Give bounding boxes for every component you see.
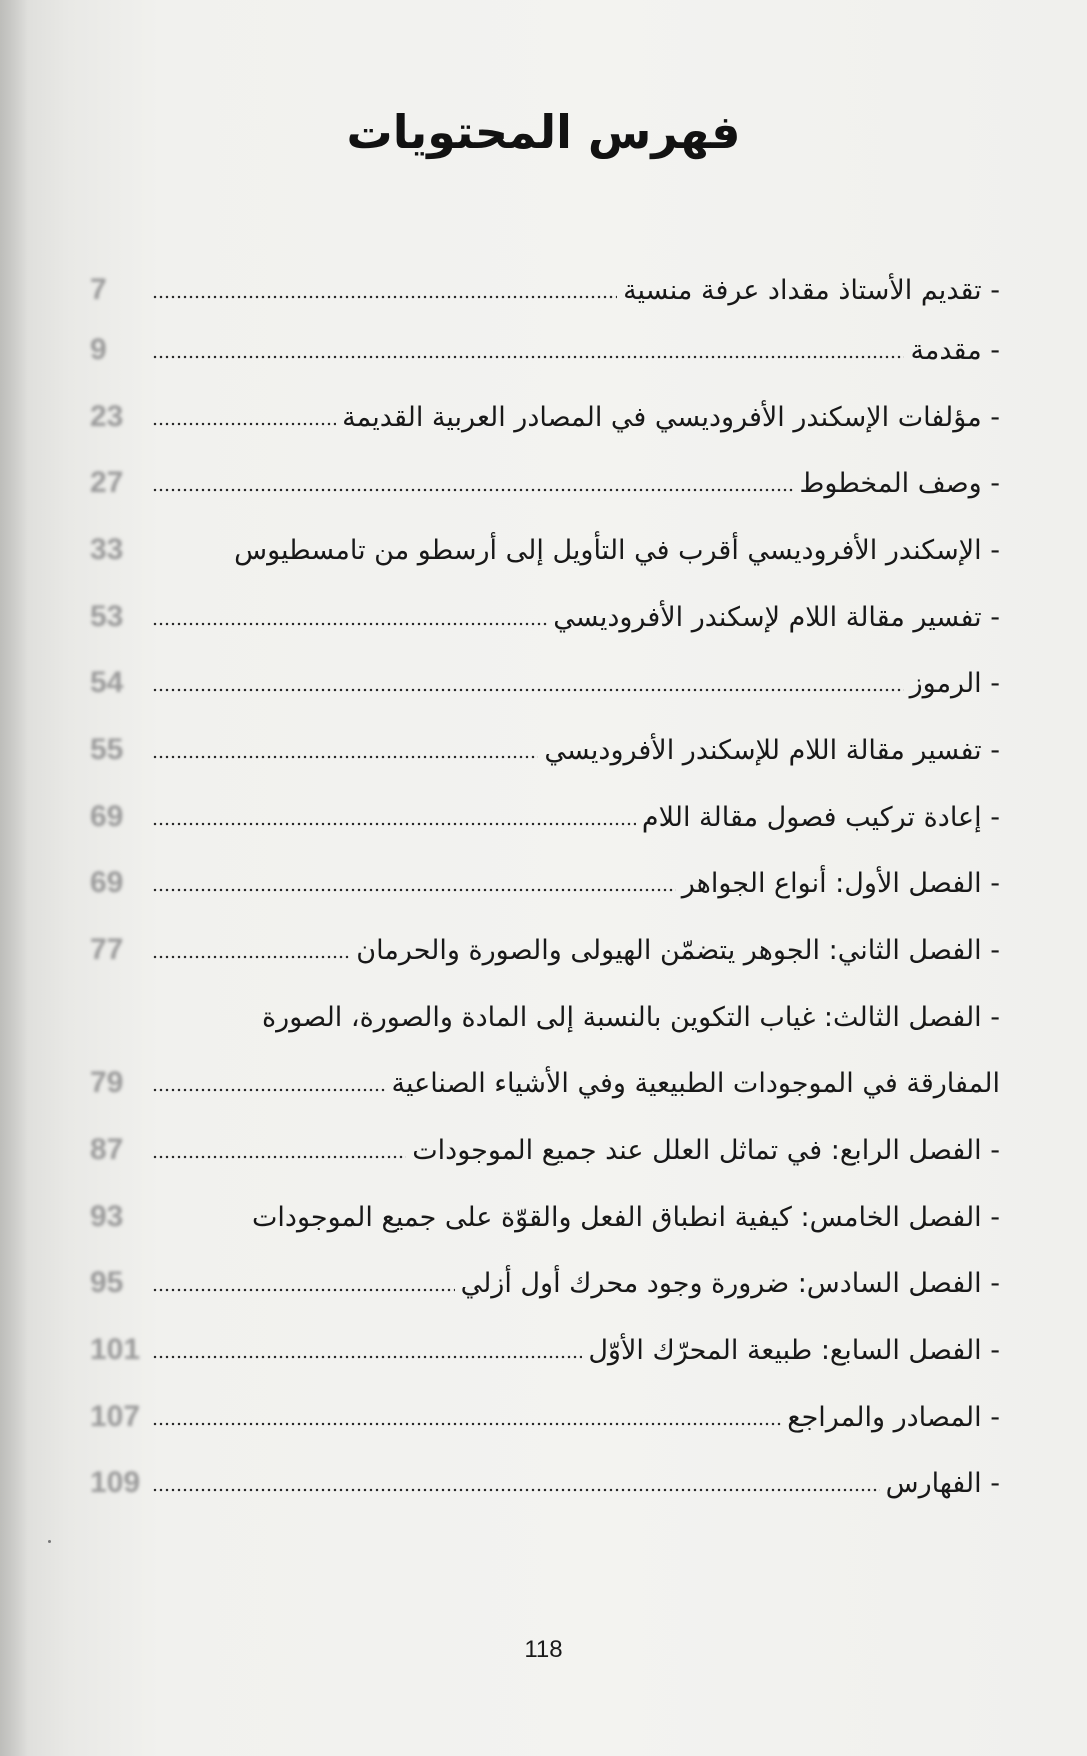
toc-entry-text: - الفصل الرابع: في تماثل العلل عند جميع الموجودات: [412, 1134, 1000, 1166]
toc-page-number: 69: [90, 800, 124, 833]
dot-leader: [152, 355, 904, 359]
toc-page-number: 93: [90, 1200, 124, 1233]
toc-row: [90, 265, 1000, 315]
toc-row: [90, 1325, 1000, 1375]
toc-row: [90, 1258, 1000, 1308]
dot-leader: [152, 422, 336, 426]
toc-entry-text: - مؤلفات الإسكندر الأفروديسي في المصادر العربية القديمة: [342, 401, 1000, 433]
dot-leader: [152, 622, 547, 626]
toc-page-number: 77: [90, 933, 124, 966]
toc-row: [90, 458, 1000, 508]
dot-leader: [152, 1155, 406, 1159]
toc-entry-text: - الفصل السادس: ضرورة وجود محرك أول أزلي: [460, 1267, 1000, 1299]
toc-page-number: 53: [90, 600, 124, 633]
toc-entry-text: - الفصل السابع: طبيعة المحرّك الأوّل: [588, 1334, 1000, 1366]
paper-speck: [48, 1540, 51, 1543]
toc-row: [90, 1058, 1000, 1108]
toc-entry-text: - تفسير مقالة اللام للإسكندر الأفروديسي: [544, 734, 1000, 766]
toc-entry-text: - الرموز: [909, 667, 1000, 699]
toc-page-number: 27: [90, 466, 124, 499]
toc-page-number: 55: [90, 733, 124, 766]
toc-page-number: 33: [90, 533, 124, 566]
toc-row: [90, 1192, 1000, 1242]
toc-entry-text: - الفهارس: [885, 1467, 1000, 1499]
dot-leader: [152, 1022, 256, 1026]
toc-page-number: 69: [90, 866, 124, 899]
toc-entry-text: - تفسير مقالة اللام لإسكندر الأفروديسي: [553, 601, 1000, 633]
toc-row: [90, 725, 1000, 775]
toc-page-number: 23: [90, 400, 124, 433]
dot-leader: [152, 688, 904, 692]
toc-row: [90, 992, 1000, 1042]
toc-row: [90, 1125, 1000, 1175]
dot-leader: [152, 822, 636, 826]
toc-row: [90, 1392, 1000, 1442]
toc-entry-text: - الفصل الأول: أنواع الجواهر: [681, 867, 1000, 899]
dot-leader: [152, 295, 617, 299]
toc-row: [90, 1458, 1000, 1508]
toc-row: [90, 592, 1000, 642]
toc-entry-text: - الفصل الثالث: غياب التكوين بالنسبة إلى المادة والصورة، الصورة: [262, 1001, 1000, 1033]
page-title: فهرس المحتويات: [346, 105, 741, 159]
toc-row: [90, 658, 1000, 708]
toc-page-number: 9: [90, 333, 107, 366]
toc-entry-text: - إعادة تركيب فصول مقالة اللام: [641, 801, 1000, 833]
page-number: 118: [524, 1636, 563, 1663]
toc-page-number: 79: [90, 1066, 124, 1099]
toc-row: [90, 858, 1000, 908]
toc-page-number: 7: [90, 273, 107, 306]
toc-entry-text: - وصف المخطوط: [799, 467, 1000, 499]
toc-page-number: 101: [90, 1333, 141, 1366]
toc-entry-text: - المصادر والمراجع: [787, 1401, 1000, 1433]
toc-entry-text: - الإسكندر الأفروديسي أقرب في التأويل إلى أرسطو من تامسطيوس: [234, 534, 1000, 566]
dot-leader: [152, 1488, 880, 1492]
toc-row: [90, 525, 1000, 575]
toc-entry-text: - الفصل الخامس: كيفية انطباق الفعل والقوّة على جميع الموجودات: [252, 1201, 1000, 1233]
dot-leader: [152, 1355, 582, 1359]
toc-row: [90, 325, 1000, 375]
toc-page-number: 87: [90, 1133, 124, 1166]
toc-page-number: 54: [90, 666, 124, 699]
toc-row: [90, 392, 1000, 442]
toc-page-number: 109: [90, 1466, 141, 1499]
toc-entry-text: - مقدمة: [910, 334, 1000, 366]
toc-page-number: 95: [90, 1266, 124, 1299]
dot-leader: [152, 888, 676, 892]
toc-entry-text: - الفصل الثاني: الجوهر يتضمّن الهيولى والصورة والحرمان: [356, 934, 1000, 966]
dot-leader: [152, 955, 350, 959]
dot-leader: [152, 755, 538, 759]
dot-leader: [152, 1088, 385, 1092]
toc-row: [90, 925, 1000, 975]
toc-entry-text: المفارقة في الموجودات الطبيعية وفي الأشياء الصناعية: [391, 1067, 1000, 1099]
dot-leader: [152, 555, 228, 559]
dot-leader: [152, 1222, 246, 1226]
dot-leader: [152, 1422, 781, 1426]
toc-entry-text: - تقديم الأستاذ مقداد عرفة منسية: [623, 274, 1000, 306]
toc-page-number: 107: [90, 1400, 141, 1433]
dot-leader: [152, 488, 793, 492]
dot-leader: [152, 1288, 455, 1292]
toc-row: [90, 792, 1000, 842]
